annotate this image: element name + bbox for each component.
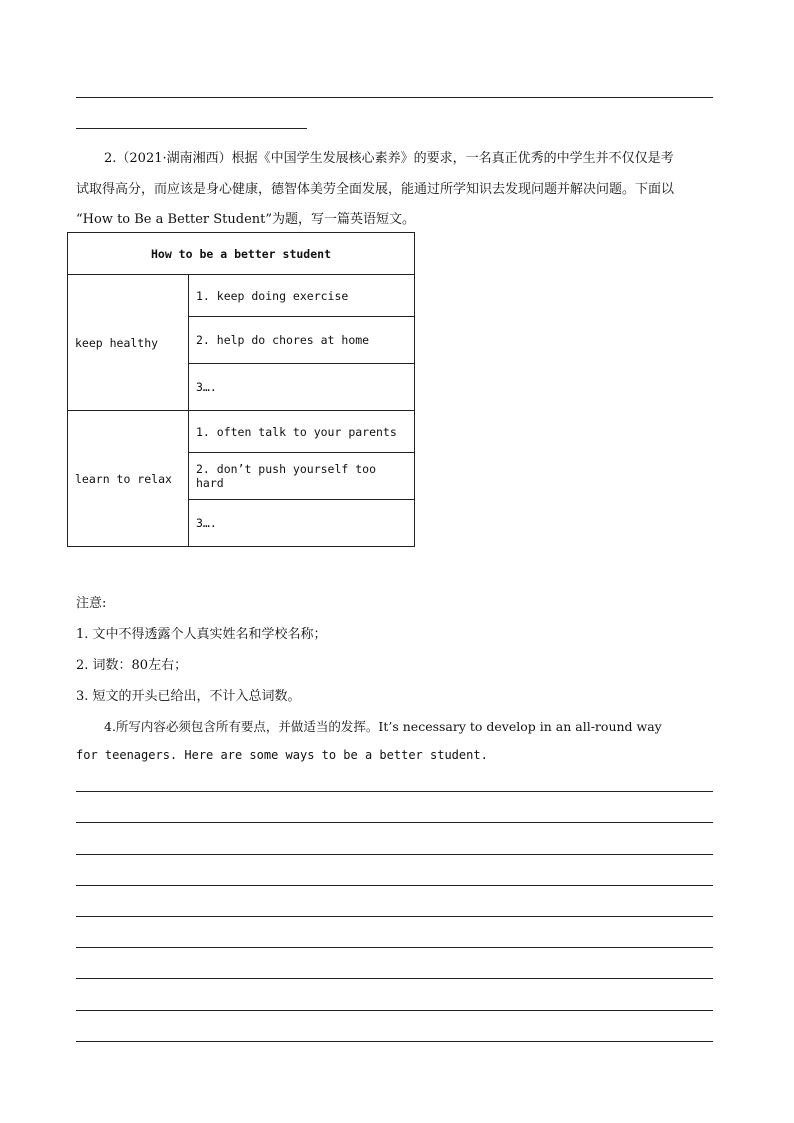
writing-line [76, 791, 713, 792]
table-cell: 3…. [189, 364, 415, 411]
writing-line [76, 854, 713, 855]
table-cell: 2. don’t push yourself too hard [189, 453, 415, 500]
table-cell: 1. often talk to your parents [189, 411, 415, 453]
notes-title: 注意: [76, 596, 107, 611]
writing-line [76, 885, 713, 886]
writing-line [76, 822, 713, 823]
note-4: 4.所写内容必须包含所有要点，并做适当的发挥。It’s necessary to develop in an all-round way [104, 719, 662, 734]
writing-line [76, 1010, 713, 1011]
note-2: 2. 词数：80左右； [76, 658, 188, 673]
writing-line [76, 947, 713, 948]
question-line-2: 试取得高分，而应该是身心健康，德智体美劳全面发展，能通过所学知识去发现问题并解决问题。下面以 [76, 182, 675, 197]
answer-line-short [76, 128, 307, 129]
category-learn-to-relax: learn to relax [68, 411, 189, 547]
table-cell: 3…. [189, 500, 415, 547]
table-cell: 2. help do chores at home [189, 317, 415, 364]
writing-line [76, 978, 713, 979]
table-cell: 1. keep doing exercise [189, 275, 415, 317]
answer-line [76, 97, 713, 98]
question-line-1: 2.（2021·湖南湘西）根据《中国学生发展核心素养》的要求，一名真正优秀的中学生并不仅仅是考 [104, 151, 674, 166]
writing-line [76, 916, 713, 917]
question-line-3: “How to Be a Better Student”为题，写一篇英语短文。 [76, 212, 416, 227]
note-4-continued: for teenagers. Here are some ways to be a better student. [76, 748, 488, 762]
writing-line [76, 1041, 713, 1042]
note-3: 3. 短文的开头已给出，不计入总词数。 [76, 689, 301, 704]
outline-table [67, 232, 415, 547]
table-header: How to be a better student [68, 233, 415, 275]
category-keep-healthy: keep healthy [68, 275, 189, 411]
note-1: 1. 文中不得透露个人真实姓名和学校名称； [76, 627, 327, 642]
